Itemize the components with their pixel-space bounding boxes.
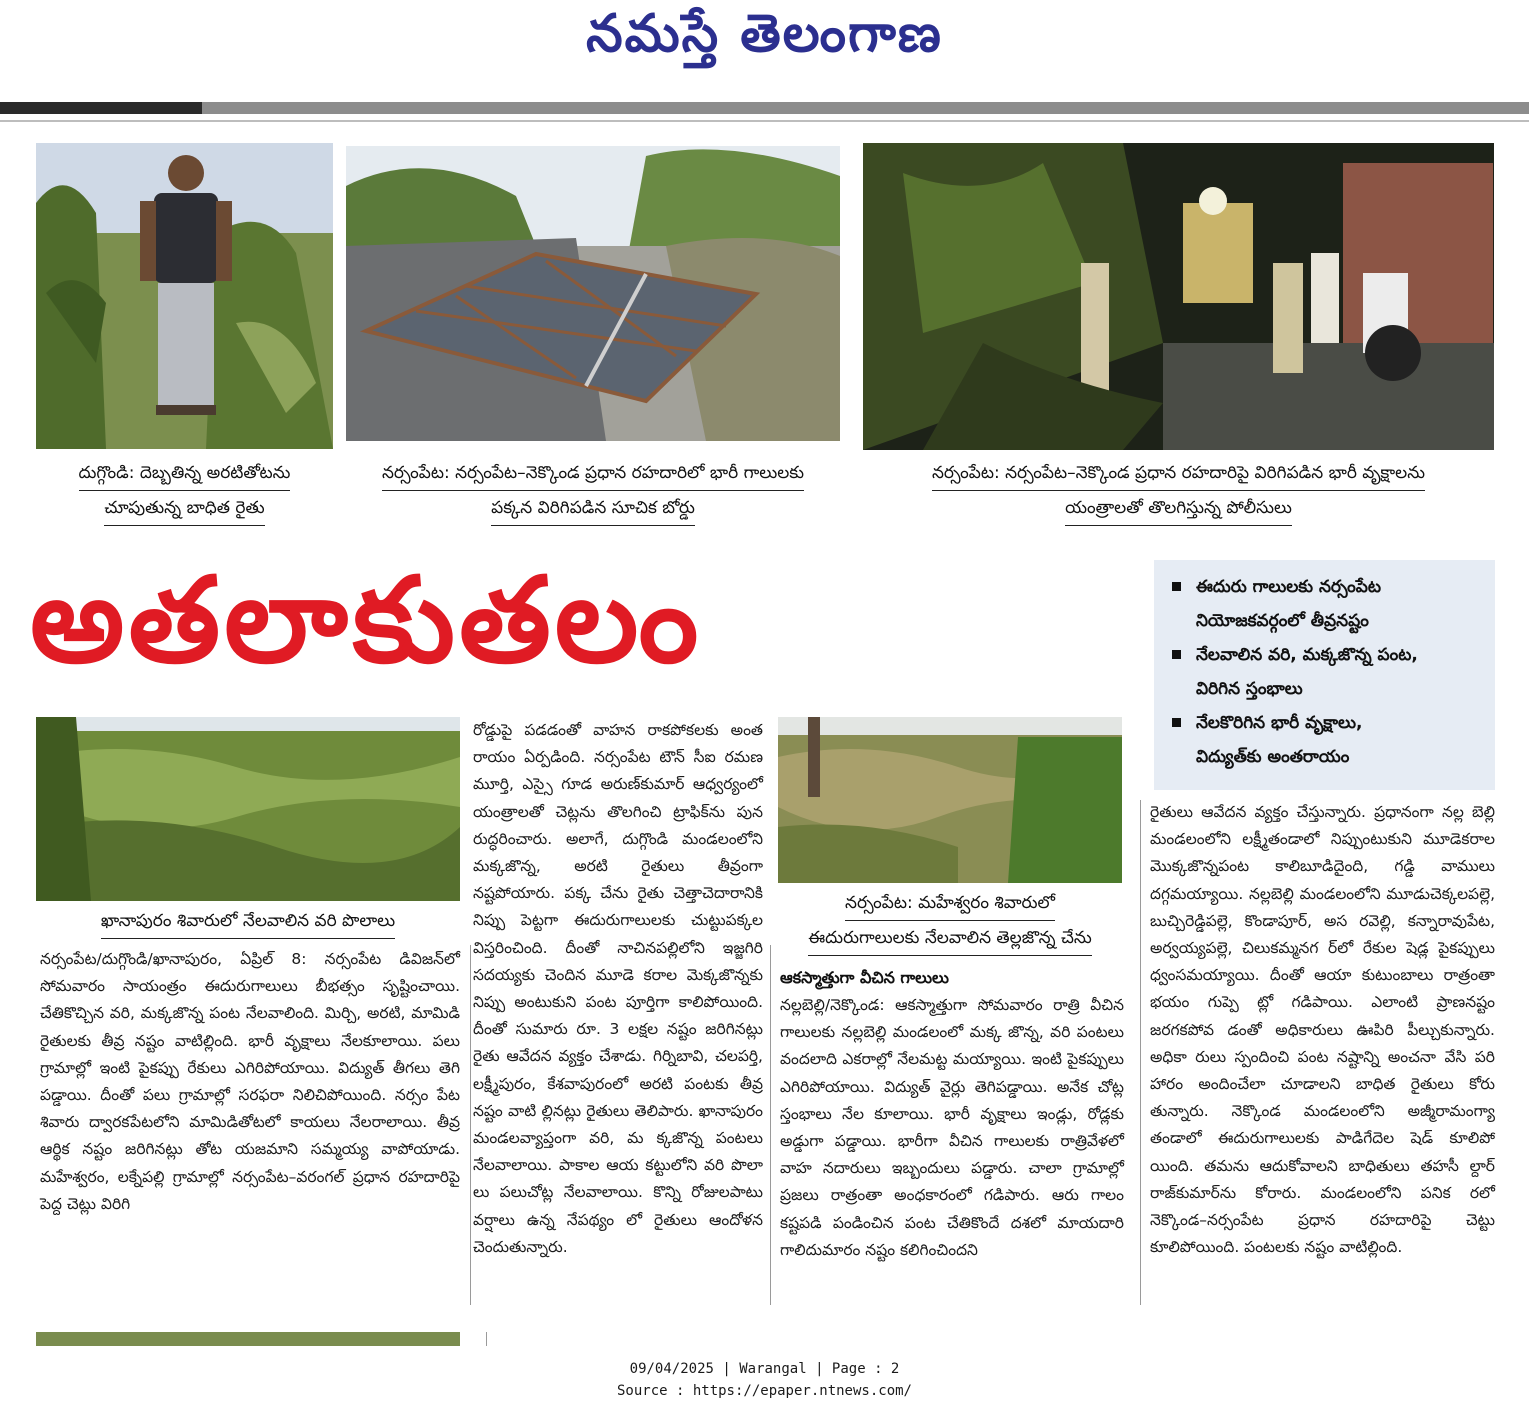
caption-line: పక్కన విరిగిపడిన సూచిక బోర్డు <box>491 491 695 526</box>
article-column-1 <box>40 946 460 1218</box>
article-text: రైతులు ఆవేదన వ్యక్తం చేస్తున్నారు. ప్రధానంగా నల్ల బెల్లి మండలంలోని లక్ష్మీతండాలో నిప్పుంటుకుని మూడెకరాల మొక్కజొన్నపంట కాలిబూడిదైంది, గడ్డి వాములు దగ్గమయ్యాయి. నల్లబెల్లి మండలంలోని మూడుచెక్కలపల్లె, బుచ్చిరెడ్డిపల్లె, కొండాపూర్, అస రవెల్లి, కన్నారావుపేట, అర్వయ్యపల్లె, చిలుకమ్మనగ ర్‌లో రేకుల షెడ్ల పైకప్పులు ధ్వంసమయ్యాయి. దీంతో ఆయా కుటుంబాలు రాత్రంతా భయం గుప్పె ట్లో గడిపాయి. ఎలాంటి ప్రాణనష్టం జరగకపోవ డంతో అధికారులు ఊపిరి పీల్చుకున్నారు. అధికా రులు స్పందించి పంట నష్టాన్ని అంచనా వేసి పరి హారం అందించేలా చూడాలని బాధిత రైతులు కోరు తున్నారు. నెక్కొండ మండలంలోని అజ్మీరామంగ్యా తండాలో ఈదురుగాలులకు పాడిగేదెల షెడ్ కూలిపో యింది. తమను ఆదుకోవాలని బాధితులు తహసీ ల్దార్ రాజ్‌కుమార్‌ను కోరారు. మండలంలోని పనిక రలో నెక్కొండ–నర్సంపేట ప్రధాన రహదారిపై చెట్టు కూలిపోయింది. పంటలకు నష్టం వాటిల్లింది. <box>1150 803 1495 1257</box>
article-text: రోడ్డుపై పడడంతో వాహన రాకపోకలకు అంత రాయం ఏర్పడింది. నర్సంపేట టౌన్ సీఐ రమణ మూర్తి, ఎస్సై గూడ అరుణ్‌కుమార్ ఆధ్వర్యంలో యంత్రాలతో చెట్లను తొలగించి ట్రాఫిక్‌ను పున రుద్ధరించారు. అలాగే, దుగ్గొండి మండలంలోని మక్కజొన్న, అరటి రైతులు తీవ్రంగా నష్టపోయారు. పక్క చేను రైతు చెత్తాచెదారానికి నిప్పు పెట్టగా ఈదురుగాలులకు చుట్టుపక్కల విస్తరించింది. దీంతో నాచినపల్లిలోని ఇజ్జగిరి సదయ్యకు చెందిన మూడె కరాల మెక్కజొన్నకు నిప్పు అంటుకుని పంట పూర్తిగా కాలిపోయింది. దీంతో సుమారు రూ. 3 లక్షల నష్టం జరిగినట్లు రైతు ఆవేదన వ్యక్తం చేశాడు. గిర్నిబావి, చలపర్తి, లక్ష్మీపురం, కేశవాపురంలో అరటి పంటకు తీవ్ర నష్టం వాటి ల్లినట్లు రైతులు తెలిపారు. ఖానాపురం మండలవ్యాప్తంగా వరి, మ క్కజొన్న పంటలు నేలవాలాయి. పాకాల ఆయ కట్టులోని వరి పొలా లు పలుచోట్ల నేలవాలాయి. కొన్ని రోజులపాటు వర్షాలు ఉన్న నేపథ్యం లో రైతులు ఆందోళన చెందుతున్నారు. <box>473 721 763 1256</box>
caption-police <box>863 456 1494 526</box>
photo-signboard <box>346 146 840 441</box>
caption-line: చూపుతున్న బాధిత రైతు <box>104 491 264 526</box>
column-rule <box>486 1332 487 1346</box>
article-column-3 <box>780 992 1124 1264</box>
bullet-icon <box>1172 582 1181 591</box>
page-footer <box>0 1358 1529 1402</box>
column-rule <box>770 945 771 1305</box>
highlight-item: నేలవాలిన వరి, మక్కజొన్న పంట, <box>1170 638 1485 672</box>
highlight-item: నేలకొరిగిన భారీ వృక్షాలు, <box>1170 706 1485 740</box>
headline: అతలాకుతలం <box>30 551 703 689</box>
article-subhead: ఆకస్మాత్తుగా వీచిన గాలులు <box>780 968 949 987</box>
highlight-item-cont: విద్యుత్‌కు అంతరాయం <box>1196 747 1350 767</box>
masthead-rule-dark <box>0 102 202 114</box>
column-rule <box>1140 800 1141 1305</box>
next-story-photo-strip <box>36 1332 460 1346</box>
article-column-4 <box>1150 799 1495 1261</box>
article-text: నల్లబెల్లి/నెక్కొండ: ఆకస్మాత్తుగా సోమవారం రాత్రి వీచిన గాలులకు నల్లబెల్లి మండలంలో మక్క జొన్న, వరి పంటలు వందలాది ఎకరాల్లో నేలమట్ట మయ్యాయి. ఇంటి పైకప్పులు ఎగిరిపోయాయి. విద్యుత్ వైర్లు తెగిపడ్డాయి. అనేక చోట్ల స్తంభాలు నేల కూలాయి. భారీ వృక్షాలు ఇండ్లు, రోడ్లకు అడ్డుగా పడ్డాయి. భారీగా వీచిన గాలులకు రాత్రివేళలో వాహ నదారులు ఇబ్బందులు పడ్డారు. చాలా గ్రామాల్లో ప్రజలు రాత్రంతా అంధకారంలో గడిపారు. ఆరు గాలం కష్టపడి పండించిన పంట చేతికొందే దశలో మాయదారి గాలిదుమారం నష్టం కలిగించిందని <box>780 996 1124 1259</box>
masthead-rule-thin <box>0 120 1529 122</box>
highlight-item: ఈదురు గాలులకు నర్సంపేట <box>1170 570 1485 604</box>
caption-line: ఈదురుగాలులకు నేలవాలిన తెల్లజొన్న చేను <box>808 921 1091 956</box>
photo-maize <box>778 717 1122 883</box>
source-link[interactable]: Source : https://epaper.ntnews.com/ <box>616 1383 912 1399</box>
highlight-item-cont: నియోజకవర్గంలో తీవ్రనష్టం <box>1196 611 1369 631</box>
bullet-icon <box>1172 650 1181 659</box>
bullet-icon <box>1172 718 1181 727</box>
edition-info: 09/04/2025 | Warangal | Page : 2 <box>629 1361 900 1377</box>
caption-paddy <box>36 904 460 939</box>
article-column-2 <box>473 717 763 1261</box>
caption-line: నర్సంపేట: నర్సంపేట–నెక్కొండ ప్రధాన రహదారిలో భారీ గాలులకు <box>382 456 804 491</box>
caption-line: దుగ్గొండి: దెబ్బతిన్న అరటితోటను <box>79 456 291 491</box>
masthead-rule-grey <box>202 102 1529 114</box>
highlights-box <box>1154 560 1495 790</box>
caption-line: నర్సంపేట: నర్సంపేట–నెక్కొండ ప్రధాన రహదారిపై విరిగిపడిన భారీ వృక్షాలను <box>932 456 1425 491</box>
photo-paddy <box>36 717 460 901</box>
caption-farmer <box>36 456 333 526</box>
column-rule <box>470 945 471 1305</box>
caption-line: నర్సంపేట: మహేశ్వరం శివారులో <box>845 886 1055 921</box>
masthead <box>0 0 1529 100</box>
photo-farmer <box>36 143 333 449</box>
caption-line: యంత్రాలతో తొలగిస్తున్న పోలీసులు <box>1065 491 1292 526</box>
caption-line: ఖానాపురం శివారులో నేలవాలిన వరి పొలాలు <box>101 904 395 939</box>
article-text: నర్సంపేట/దుగ్గొండి/ఖానాపురం, ఏప్రిల్ 8: నర్సంపేట డివిజన్‌లో సోమవారం సాయంత్రం ఈదురుగాలులు బీభత్సం సృష్టించాయి. చేతికొచ్చిన వరి, మక్కజొన్న పంట నేలవాలింది. మిర్చి, అరటి, మామిడి రైతులకు తీవ్ర నష్టం వాటిల్లింది. భారీ వృక్షాలు నేలకూలాయి. పలు గ్రామాల్లో ఇంటి పైకప్పు రేకులు ఎగిరిపోయాయి. విద్యుత్ తీగలు తెగి పడ్డాయి. దీంతో పలు గ్రామాల్లో సరఫరా నిలిచిపోయింది. నర్సం పేట శివారు ద్వారకపేటలోని మామిడితోటలో కాయలు నేలరాలాయి. తీవ్ర ఆర్థిక నష్టం జరిగినట్లు తోట యజమాని సమ్మయ్య వాపోయాడు. మహేశ్వరం, లక్నేపల్లి గ్రామాల్లో నర్సంపేట–వరంగల్ ప్రధాన రహదారిపై పెద్ద చెట్లు విరిగి <box>40 950 460 1213</box>
caption-maize <box>778 886 1122 956</box>
photo-police <box>863 143 1494 450</box>
caption-signboard <box>346 456 840 526</box>
highlight-item-cont: విరిగిన స్తంభాలు <box>1196 679 1303 699</box>
newspaper-logo: నమస్తే తెలంగాణ <box>586 4 943 64</box>
